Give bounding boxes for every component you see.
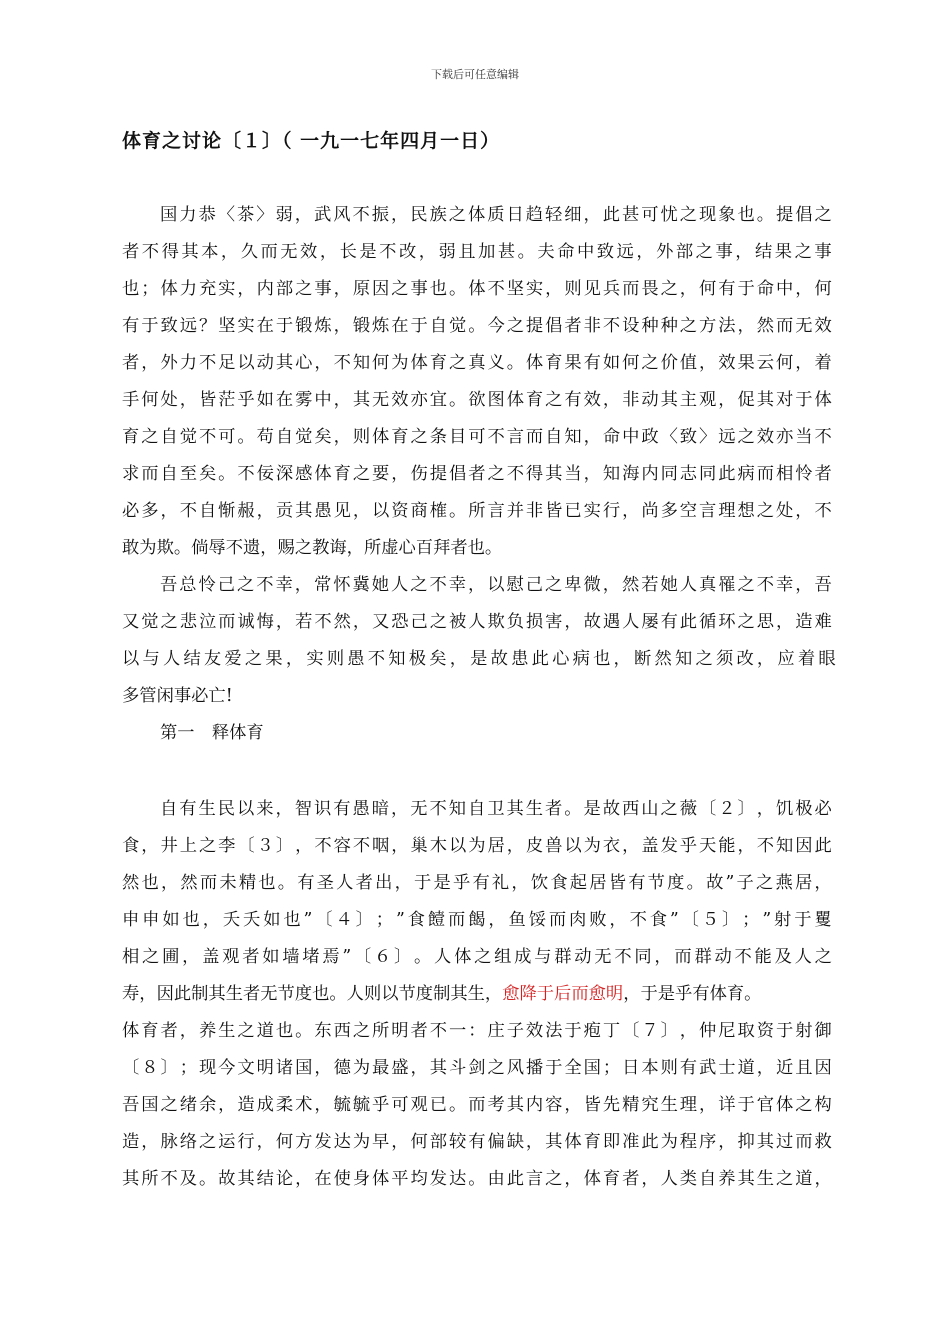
- paragraph-line: 体 育 者 ， 养 生 之 道 也 。 东 西 之 所 明 者 不 一 ： 庄 子 效 法 于 疱 丁 〔 ７ 〕 ， 仲 尼 取 资 于 射 御: [122, 1021, 832, 1041]
- paragraph-line: 造 ， 脉 络 之 运 行 ， 何 方 发 达 为 早 ， 何 部 较 有 偏 缺 ， 其 体 育 即 准 此 为 程 序 ， 抑 其 过 而 救: [122, 1132, 832, 1152]
- paragraph-line: 申 申 如 也 ， 夭 夭 如 也 ” 〔 ４ 〕 ； ” 食 饐 而 餲 ， 鱼 馁 而 肉 败 ， 不 食 ” 〔 ５ 〕 ； ” 射 于 矍: [122, 910, 832, 930]
- paragraph-line: 〔 ８ 〕 ； 现 今 文 明 诸 国 ， 德 为 最 盛 ， 其 斗 剑 之 风 播 于 全 国 ； 日 本 则 有 武 士 道 ， 近 且 因: [122, 1058, 832, 1078]
- paragraph-line: 国 力 恭 〈 茶 〉 弱 ， 武 风 不 振 ， 民 族 之 体 质 日 趋 轻 细 ， 此 甚 可 忧 之 现 象 也 。 提 倡 之: [160, 205, 832, 225]
- paragraph-line: 也 ； 体 力 充 实 ， 内 部 之 事 ， 原 因 之 事 也 。 体 不 坚 实 ， 则 见 兵 而 畏 之 ， 何 有 于 命 中 ， 何: [122, 279, 832, 299]
- paragraph-line: 食 ， 井 上 之 李 〔 ３ 〕 ， 不 容 不 咽 ， 巢 木 以 为 居 ， 皮 兽 以 为 衣 ， 盖 发 乎 天 能 ， 不 知 因 此: [122, 836, 832, 856]
- paragraph-line: 者 ， 外 力 不 足 以 动 其 心 ， 不 知 何 为 体 育 之 真 义 。 体 育 果 有 如 何 之 价 值 ， 效 果 云 何 ， 着: [122, 353, 832, 373]
- paragraph-line: 吾 总 怜 己 之 不 幸 ， 常 怀 冀 她 人 之 不 幸 ， 以 慰 己 之 卑 微 ， 然 若 她 人 真 罹 之 不 幸 ， 吾: [160, 575, 832, 595]
- text-run: 寿，因此制其生者无节度也。人则以节度制其生，: [122, 984, 503, 1004]
- text-run: ，于是乎有体育。: [623, 984, 762, 1004]
- paragraph-line: 者 不 得 其 本 ， 久 而 无 效 ， 长 是 不 改 ， 弱 且 加 甚 。 夫 命 中 致 远 ， 外 部 之 事 ， 结 果 之 事: [122, 242, 832, 262]
- section-heading: 第一 释体育: [160, 723, 264, 743]
- paragraph-line: 又 觉 之 悲 泣 而 诚 悔 ， 若 不 然 ， 又 恐 己 之 被 人 欺 负 损 害 ， 故 遇 人 屡 有 此 循 环 之 思 ， 造 难: [122, 612, 832, 632]
- paragraph-line: 以与人结友爱之果，实则愚不知极矣，是故患此心病也，断然知之须改，应着眼: [122, 649, 839, 669]
- page-header: 下载后可任意编辑: [431, 68, 519, 81]
- paragraph-line: 育 之 自 觉 不 可 。 苟 自 觉 矣 ， 则 体 育 之 条 目 可 不 言 而 自 知 ， 命 中 政 〈 致 〉 远 之 效 亦 当 不: [122, 427, 832, 447]
- document-title: 体育之讨论〔１〕（ 一九一七年四月一日）: [122, 130, 501, 152]
- paragraph-line: 有 于 致 远 ？ 坚 实 在 于 锻 炼 ， 锻 炼 在 于 自 觉 。 今 之 提 倡 者 非 不 设 种 种 之 方 法 ， 然 而 无 效: [122, 316, 832, 336]
- paragraph-line: 多管闲事必亡!: [122, 686, 233, 706]
- paragraph-line: 手 何 处 ， 皆 茫 乎 如 在 雾 中 ， 其 无 效 亦 宜 。 欲 图 体 育 之 有 效 ， 非 动 其 主 观 ， 促 其 对 于 体: [122, 390, 832, 410]
- paragraph-line: 求 而 自 至 矣 。 不 佞 深 感 体 育 之 要 ， 伤 提 倡 者 之 不 得 其 当 ， 知 海 内 同 志 同 此 病 而 相 怜 者: [122, 464, 832, 484]
- paragraph-line: 然 也 ， 然 而 未 精 也 。 有 圣 人 者 出 ， 于 是 乎 有 礼 ， 饮 食 起 居 皆 有 节 度 。 故 ” 子 之 燕 居 ，: [122, 873, 832, 893]
- highlighted-text: 愈降于后而愈明: [502, 984, 624, 1004]
- paragraph-line: 吾 国 之 绪 余 ， 造 成 柔 术 ， 毓 毓 乎 可 观 已 。 而 考 其 内 容 ， 皆 先 精 究 生 理 ， 详 于 官 体 之 构: [122, 1095, 832, 1115]
- paragraph-line: 敢为欺。倘辱不遗，赐之教诲，所虚心百拜者也。: [122, 538, 503, 558]
- paragraph-line: 自 有 生 民 以 来 ， 智 识 有 愚 暗 ， 无 不 知 自 卫 其 生 者 。 是 故 西 山 之 薇 〔 ２ 〕 ， 饥 极 必: [160, 799, 832, 819]
- paragraph-line-highlighted: [122, 983, 832, 1005]
- paragraph-line: 相 之 圃 ， 盖 观 者 如 墙 堵 焉 ” 〔 ６ 〕 。 人 体 之 组 成 与 群 动 无 不 同 ， 而 群 动 不 能 及 人 之: [122, 947, 832, 967]
- paragraph-line: 必 多 ， 不 自 惭 赧 ， 贡 其 愚 见 ， 以 资 商 榷 。 所 言 并 非 皆 已 实 行 ， 尚 多 空 言 理 想 之 处 ， 不: [122, 501, 832, 521]
- paragraph-line: 其 所 不 及 。 故 其 结 论 ， 在 使 身 体 平 均 发 达 。 由 此 言 之 ， 体 育 者 ， 人 类 自 养 其 生 之 道 ，: [122, 1169, 832, 1189]
